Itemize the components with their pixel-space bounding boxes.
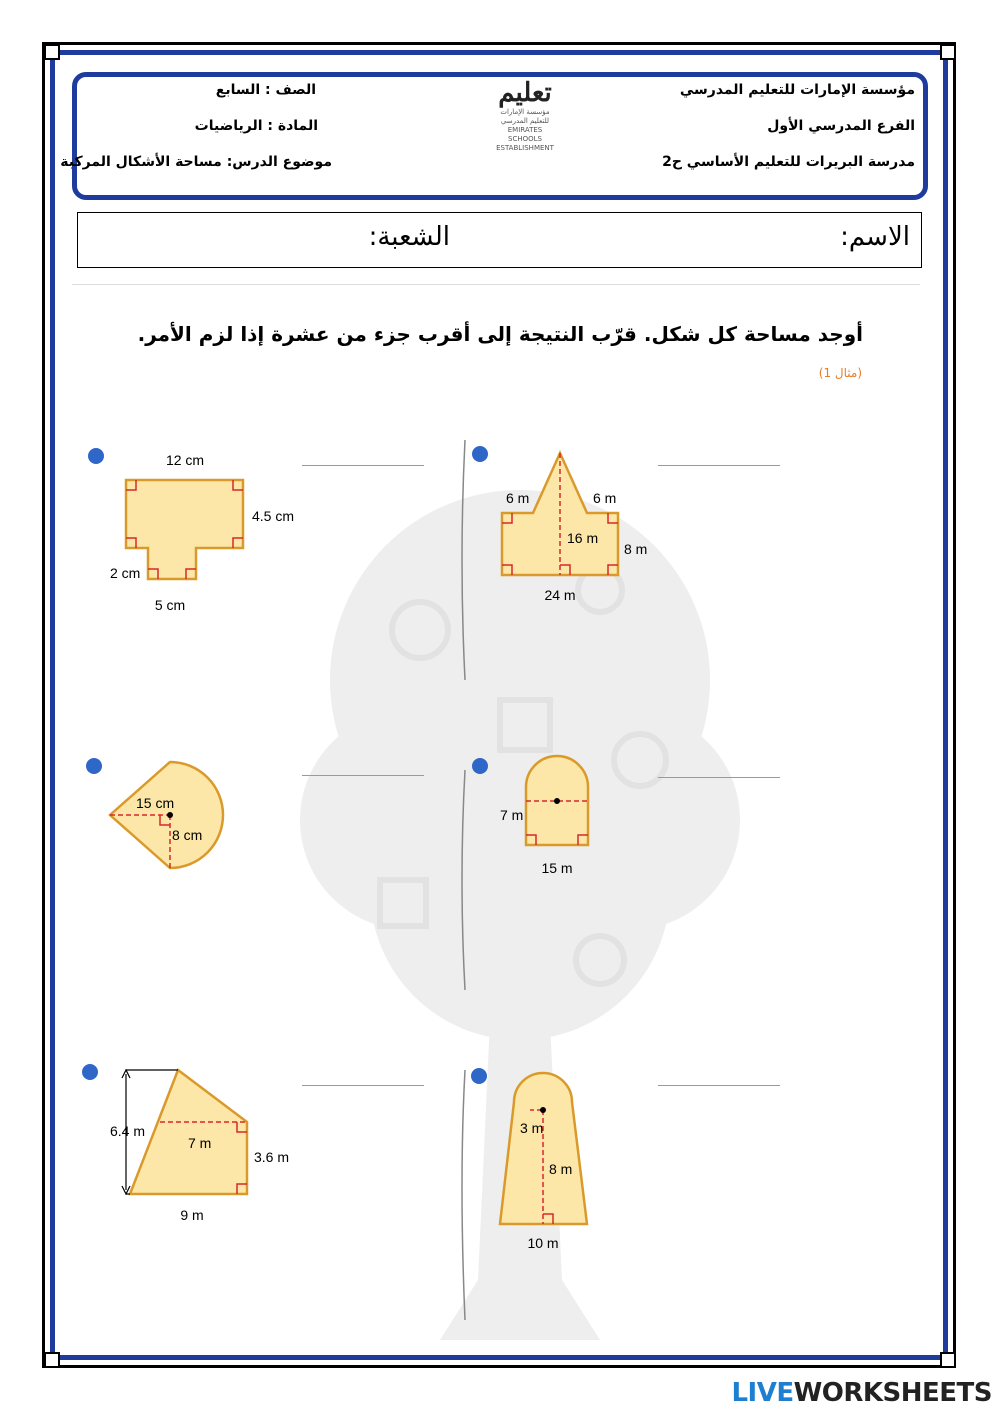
answer-line[interactable] [658, 777, 780, 778]
shape-kite-semicircle [100, 750, 250, 880]
instruction-text: أوجد مساحة كل شكل. قرّب النتيجة إلى أقرب جزء من عشرة إذا لزم الأمر. [137, 322, 863, 346]
dimension-label: 6 m [506, 490, 530, 506]
logo-subtitle: للتعليم المدرسي [500, 117, 550, 125]
dimension-label: 9 m [180, 1207, 204, 1223]
dimension-label: 12 cm [165, 452, 205, 468]
logo-subtitle: EMIRATES SCHOOLS [507, 126, 543, 143]
student-info-box [77, 212, 922, 268]
dimension-label: 15 cm [136, 795, 175, 811]
name-label: الاسم: [840, 222, 910, 252]
frame-corner [940, 1352, 956, 1368]
dimension-label: 4.5 cm [252, 508, 295, 524]
frame-corner [44, 44, 60, 60]
answer-line[interactable] [302, 1085, 424, 1086]
dimension-label: 5 cm [154, 597, 186, 613]
dimension-label: 3.6 m [254, 1149, 290, 1165]
question-marker [471, 1068, 487, 1084]
dimension-label: 3 m [520, 1120, 544, 1136]
dimension-label: 10 m [527, 1235, 559, 1251]
liveworksheets-logo [731, 1378, 992, 1408]
grade-label: الصف : السابع [215, 82, 316, 98]
dimension-label: 8 cm [172, 827, 203, 843]
branch-name: الفرع المدرسي الأول [767, 118, 915, 134]
shape-house-composite [490, 445, 670, 615]
dimension-label: 8 m [624, 541, 648, 557]
subject-label: المادة : الرياضيات [194, 118, 318, 134]
column-divider [455, 440, 475, 1320]
school-logo [490, 78, 560, 178]
frame-corner [940, 44, 956, 60]
frame-corner [44, 1352, 60, 1368]
question-marker [472, 758, 488, 774]
dimension-label: 2 cm [110, 565, 141, 581]
school-name: مدرسة البريرات للتعليم الأساسي ح2 [662, 154, 915, 170]
answer-line[interactable] [302, 775, 424, 776]
answer-line[interactable] [302, 465, 424, 466]
dimension-label: 6 m [593, 490, 617, 506]
example-reference: (مثال 1) [818, 366, 862, 380]
institution-name: مؤسسة الإمارات للتعليم المدرسي [679, 82, 915, 98]
dimension-label: 7 m [500, 807, 524, 823]
shape-t-composite [100, 445, 300, 620]
answer-line[interactable] [658, 1085, 780, 1086]
dimension-label: 24 m [544, 587, 576, 603]
dimension-label: 16 m [567, 530, 599, 546]
brand-part: LIVE [731, 1378, 794, 1408]
shape-arch-composite [490, 745, 640, 885]
brand-part: WORKSHEETS [793, 1378, 992, 1408]
logo-subtitle: ESTABLISHMENT [496, 144, 554, 152]
logo-subtitle: مؤسسة الإمارات [500, 108, 550, 116]
question-marker [472, 446, 488, 462]
shape-trapezoid-composite [100, 1060, 300, 1230]
logo-mark: تعليم [498, 78, 552, 108]
dimension-label: 6.4 m [110, 1123, 146, 1139]
divider [72, 284, 920, 285]
answer-line[interactable] [658, 465, 780, 466]
question-marker [82, 1064, 98, 1080]
dimension-label: 15 m [541, 860, 573, 876]
section-label: الشعبة: [368, 222, 450, 252]
lesson-topic: موضوع الدرس: مساحة الأشكال المركبة [60, 154, 332, 170]
dimension-label: 7 m [188, 1135, 212, 1151]
dimension-label: 8 m [549, 1161, 573, 1177]
shape-tombstone-composite [490, 1060, 640, 1260]
